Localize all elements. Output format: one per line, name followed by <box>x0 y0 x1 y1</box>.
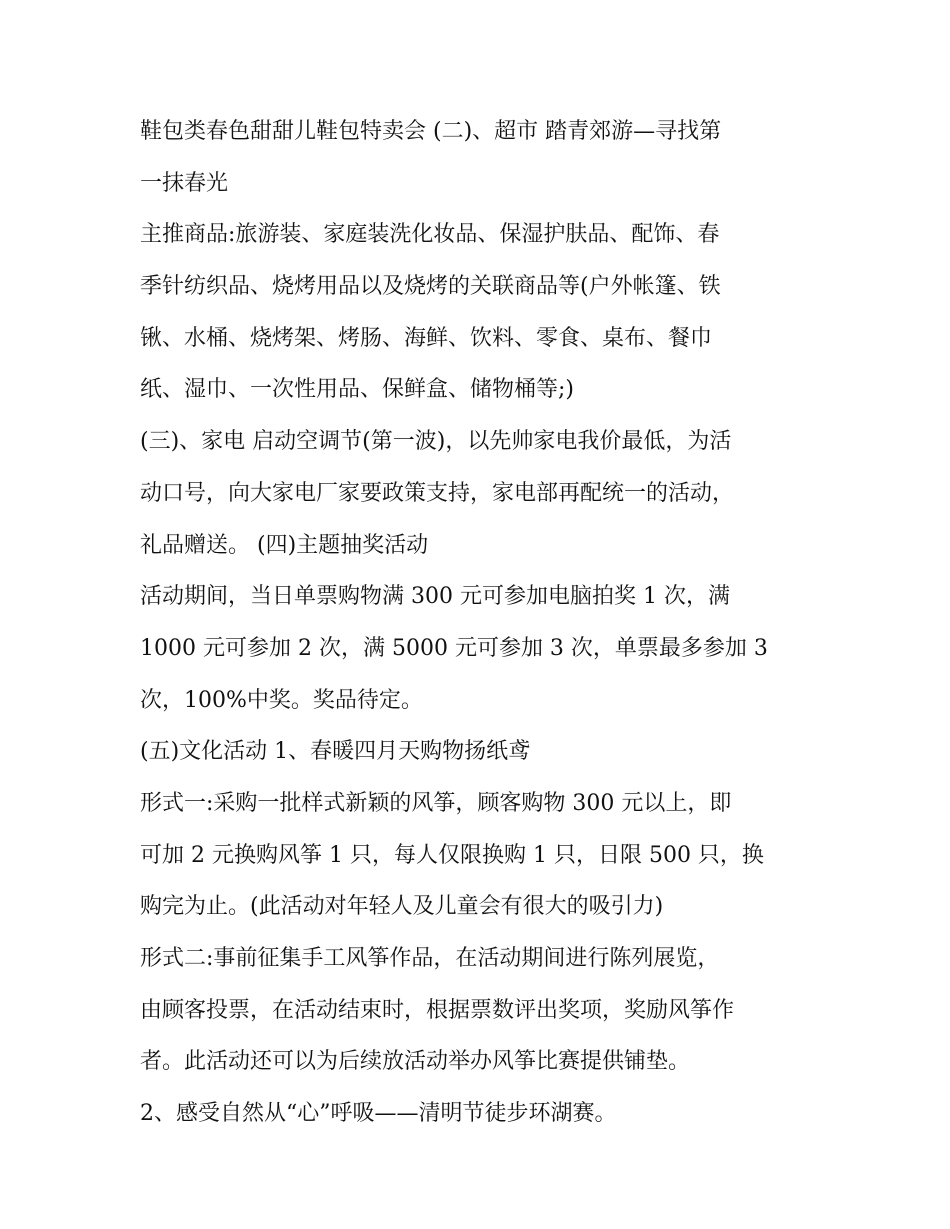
text-line: 季针纺织品、烧烤用品以及烧烤的关联商品等(户外帐篷、铁 <box>140 274 721 300</box>
text-line: 1000 元可参加 2 次，满 5000 元可参加 3 次，单票最多参加 3 <box>140 635 768 661</box>
text-line: 纸、湿巾、一次性用品、保鲜盒、储物桶等;) <box>140 377 574 403</box>
text-line: (五)文化活动 1、春暖四月天购物扬纸鸢 <box>140 739 531 765</box>
text-line: 由顾客投票，在活动结束时，根据票数评出奖项，奖励风筝作 <box>140 997 735 1023</box>
text-line: (三)、家电 启动空调节(第一波)，以先帅家电我价最低，为活 <box>140 429 732 455</box>
text-line: 形式二:事前征集手工风筝作品，在活动期间进行陈列展览， <box>140 946 720 971</box>
text-line: 礼品赠送。 (四)主题抽奖活动 <box>140 532 429 558</box>
text-line: 活动期间，当日单票购物满 300 元可参加电脑拍奖 1 次，满 <box>140 584 730 610</box>
text-line: 形式一:采购一批样式新颖的风筝，顾客购物 300 元以上，即 <box>140 790 732 816</box>
text-line: 主推商品:旅游装、家庭装洗化妆品、保湿护肤品、配饰、春 <box>140 222 720 248</box>
text-line: 一抹春光 <box>140 170 229 196</box>
text-line: 动口号，向大家电厂家要政策支持，家电部再配统一的活动， <box>140 480 735 506</box>
text-line: 锹、水桶、烧烤架、烤肠、海鲜、饮料、零食、桌布、餐巾 <box>140 325 713 351</box>
document-body <box>140 106 820 1140</box>
text-line: 可加 2 元换购风筝 1 只，每人仅限换购 1 只，日限 500 只，换 <box>140 842 764 868</box>
text-line: 购完为止。(此活动对年轻人及儿童会有很大的吸引力) <box>140 894 664 920</box>
text-line: 次，100%中奖。奖品待定。 <box>140 687 423 713</box>
text-line: 2、感受自然从“心”呼吸——清明节徒步环湖赛。 <box>140 1101 617 1127</box>
text-line: 者。此活动还可以为后续放活动举办风筝比赛提供铺垫。 <box>140 1049 691 1075</box>
text-line: 鞋包类春色甜甜儿鞋包特卖会 (二)、超市 踏青郊游—寻找第 <box>140 119 722 144</box>
